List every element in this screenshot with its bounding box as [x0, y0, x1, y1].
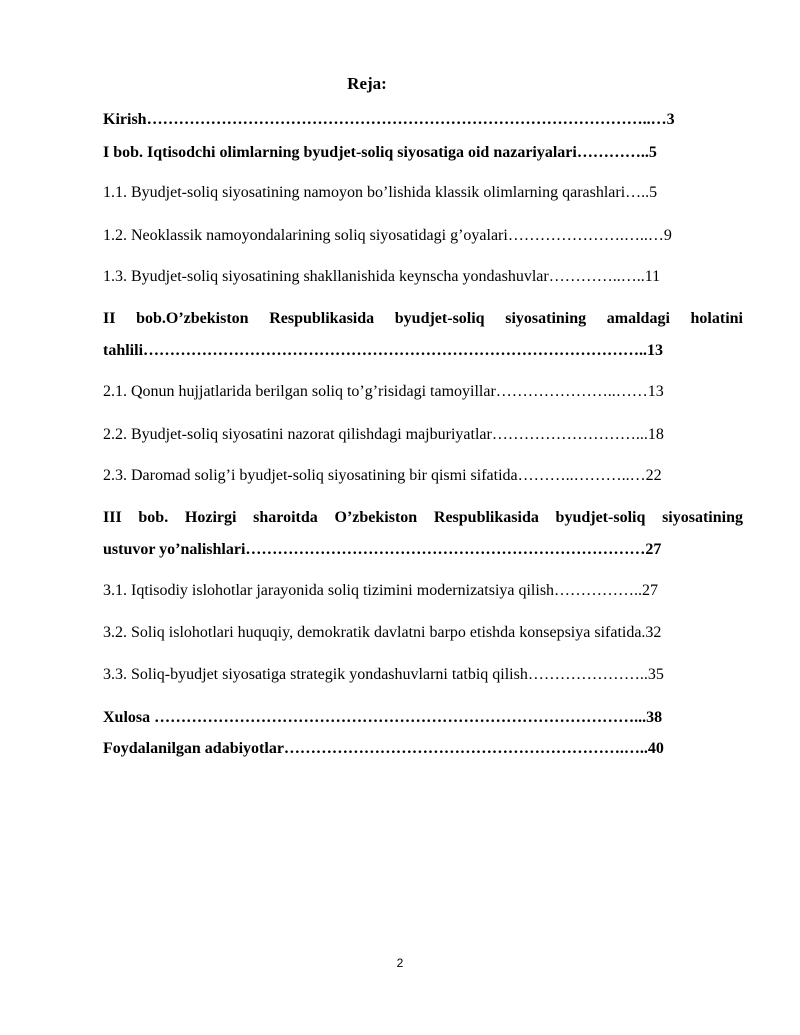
toc-entry-1-2: 1.2. Neoklassik namoyondalarining soliq siyosatidagi g’oyalari………………….…..…9: [103, 227, 672, 244]
toc-entry-bob1: I bob. Iqtisodchi olimlarning byudjet-soliq siyosatiga oid nazariyalari…………..5: [103, 144, 657, 161]
toc-entry-3-3: 3.3. Soliq-byudjet siyosatiga strategik yondashuvlarni tatbiq qilish…………………..35: [103, 666, 664, 683]
toc-entry-kirish: Kirish…………………………………………………………………………………..…3: [103, 111, 675, 128]
toc-entry-xulosa: Xulosa ………………………………………………………………………………...38: [103, 709, 663, 726]
toc-entry-bob3-line1: III bob. Hozirgi sharoitda O’zbekiston Respublikasida byudjet-soliq siyosatining: [103, 509, 743, 526]
toc-entry-bob2-line2: tahlili…………………………………………………………………………………..13: [103, 342, 664, 359]
toc-entry-bob2-line1: II bob.O’zbekiston Respublikasida byudjet-soliq siyosatining amaldagi holatini: [103, 310, 743, 327]
toc-entry-foydalanilgan: Foydalanilgan adabiyotlar……………………………………………………….…..40: [103, 740, 664, 757]
toc-entry-2-2: 2.2. Byudjet-soliq siyosatini nazorat qilishdagi majburiyatlar………………………...18: [103, 426, 664, 443]
toc-entry-3-2: 3.2. Soliq islohotlari huquqiy, demokratik davlatni barpo etishda konsepsiya sifatida.32: [103, 624, 662, 641]
page-number: 2: [396, 956, 404, 970]
toc-entry-3-1: 3.1. Iqtisodiy islohotlar jarayonida soliq tizimini modernizatsiya qilish……………..27: [103, 582, 659, 599]
toc-entry-bob3-line2: ustuvor yo’nalishlari…………………………………………………………………27: [103, 541, 662, 558]
toc-entry-2-1: 2.1. Qonun hujjatlarida berilgan soliq to’g’risidagi tamoyillar…………………..……13: [103, 383, 664, 400]
toc-entry-1-3: 1.3. Byudjet-soliq siyosatining shakllanishida keynscha yondashuvlar…………..…..11: [103, 268, 661, 285]
page-title: Reja:: [347, 74, 387, 93]
toc-entry-1-1: 1.1. Byudjet-soliq siyosatining namoyon bo’lishida klassik olimlarning qarashlari…..5: [103, 184, 658, 201]
toc-entry-2-3: 2.3. Daromad solig’i byudjet-soliq siyosatining bir qismi sifatida………..………..…22: [103, 467, 662, 484]
